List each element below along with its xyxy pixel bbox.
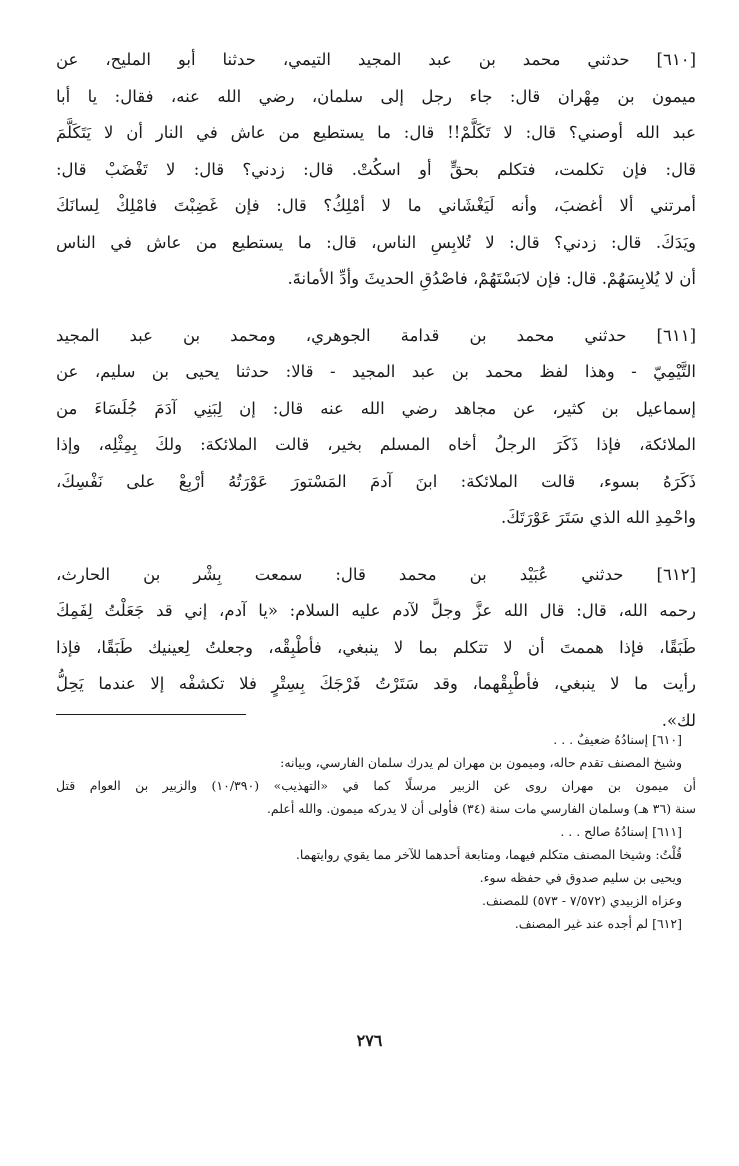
text-line: التَّيْمِيّ - وهذا لفظ محمد بن عبد المجيد - قالا: حدثنا يحيى بن سليم، عن: [56, 362, 696, 381]
text-line: رأيت ما لا ينبغي، فأطْبِقْهما، وقد سَتَرْتُ فَرْجَكَ بِسِتْرٍ فلا تكشفْه إلا عندما يَحِلُّ: [56, 674, 696, 693]
text-line: ذَكَرَهُ بسوء، قالت الملائكة: ابنَ آدمَ المَسْتورَ عَوْرَتُهُ أرْبِعْ على نَفْسِكَ،: [56, 471, 696, 491]
text-line: [٦١١] حدثني محمد بن قدامة الجوهري، ومحمد بن عبد المجيد: [56, 325, 696, 345]
hadith-610: [56, 42, 696, 298]
text-line: واحْمِدِ الله الذي سَتَرَ عَوْرَتَكَ.: [500, 508, 696, 527]
main-text: [56, 42, 696, 759]
footnote-line: وعزاه الزبيدي (٧/٥٧٢ - ٥٧٣) للمصنف.: [482, 893, 682, 908]
footnote-line: [٦١٠] إسنادُهُ ضعيفٌ . . .: [553, 732, 682, 747]
footnote-line: وشيخ المصنف تقدم حاله، وميمون بن مهران لم يدرك سلمان الفارسي، وبيانه:: [280, 755, 682, 770]
text-line: أن لا يُلابِسَهُمْ. قال: فإن لابَسْتَهُمْ، فاصْدُقِ الحديثَ وأدِّ الأمانةَ.: [287, 269, 696, 288]
footnote-line: سنة (٣٦ هـ) وسلمان الفارسي مات سنة (٣٤) فأولى أن لا يدركه ميمون. والله أعلم.: [266, 801, 696, 816]
text-line: ميمون بن مِهْران قال: جاء رجل إلى سلمان، رضي الله عنه، فقال: يا أبا: [56, 86, 696, 106]
text-line: لك».: [661, 710, 696, 730]
text-line: [٦١٠] حدثني محمد بن عبد المجيد التيمي، حدثنا أبو المليح، عن: [56, 50, 696, 69]
text-line: إسماعيل بن كثير، عن مجاهد رضي الله عنه قال: إن لِبَنِي آدَمَ جُلَسَاءَ من: [56, 398, 696, 418]
footnote-line: ويحيى بن سليم صدوق في حفظه سوء.: [479, 870, 682, 885]
text-line: رحمه الله، قال: قال الله عزَّ وجلَّ لآدم عليه السلام: «يا آدم، إني قد جَعَلْتُ لِفَمِكَ: [56, 601, 696, 620]
footnote-line: أن ميمون بن مهران روى عن الزبير مرسلًا كما في «التهذيب» (١٠/٣٩٠) والزبير بن العوام قتل: [56, 778, 696, 793]
page-number: ٢٧٦: [356, 1031, 383, 1050]
text-line: قال: فإن تكلمت، فتكلم بحقٍّ أو اسكُتْ. قال: زدني؟ قال: لا تَغْضَبْ قال:: [56, 159, 696, 179]
footnote-separator: [56, 714, 246, 715]
text-line: [٦١٢] حدثني عُبَيْد بن محمد قال: سمعت بِشْر بن الحارث،: [56, 564, 696, 584]
footnote-line: [٦١١] إسنادُهُ صالح . . .: [560, 824, 682, 839]
text-line: أمرتني ألا أغضبَ، وأنه لَيَغْشَاني ما لا أمْلِكُ؟ قال: فإن غَضِبْتَ فامْلِكْ لِسانَكَ: [56, 196, 696, 215]
footnote-line: [٦١٢] لم أجده عند غير المصنف.: [514, 916, 682, 931]
text-line: طَبَقًا، فإذا هممتَ أن لا تتكلم بما لا ينبغي، فأطْبِقْه، وجعلتُ لِعينيك طَبَقًا، فإذا: [56, 637, 696, 657]
text-line: عبد الله أوصني؟ قال: لا تَكَلَّمْ!! قال: ما يستطيع من عاش في النار أن لا يَتَكَلَّمَ: [56, 123, 696, 142]
text-line: ويَدَكَ. قال: زدني؟ قال: لا تُلابِسِ الناس، قال: ما يستطيع من عاش في الناس: [56, 232, 696, 252]
hadith-611: [56, 318, 696, 537]
footnotes: [56, 728, 696, 935]
footnote-line: قُلْتُ: وشيخا المصنف متكلم فيهما، ومتابعة أحدهما للآخر مما يقوي روايتهما.: [295, 847, 682, 862]
hadith-612: [56, 557, 696, 740]
text-line: الملائكة، فإذا ذَكَرَ الرجلُ أخاه المسلم بخير، قالت الملائكة: ولكَ بِمِثْلِه، وإذا: [56, 435, 696, 454]
